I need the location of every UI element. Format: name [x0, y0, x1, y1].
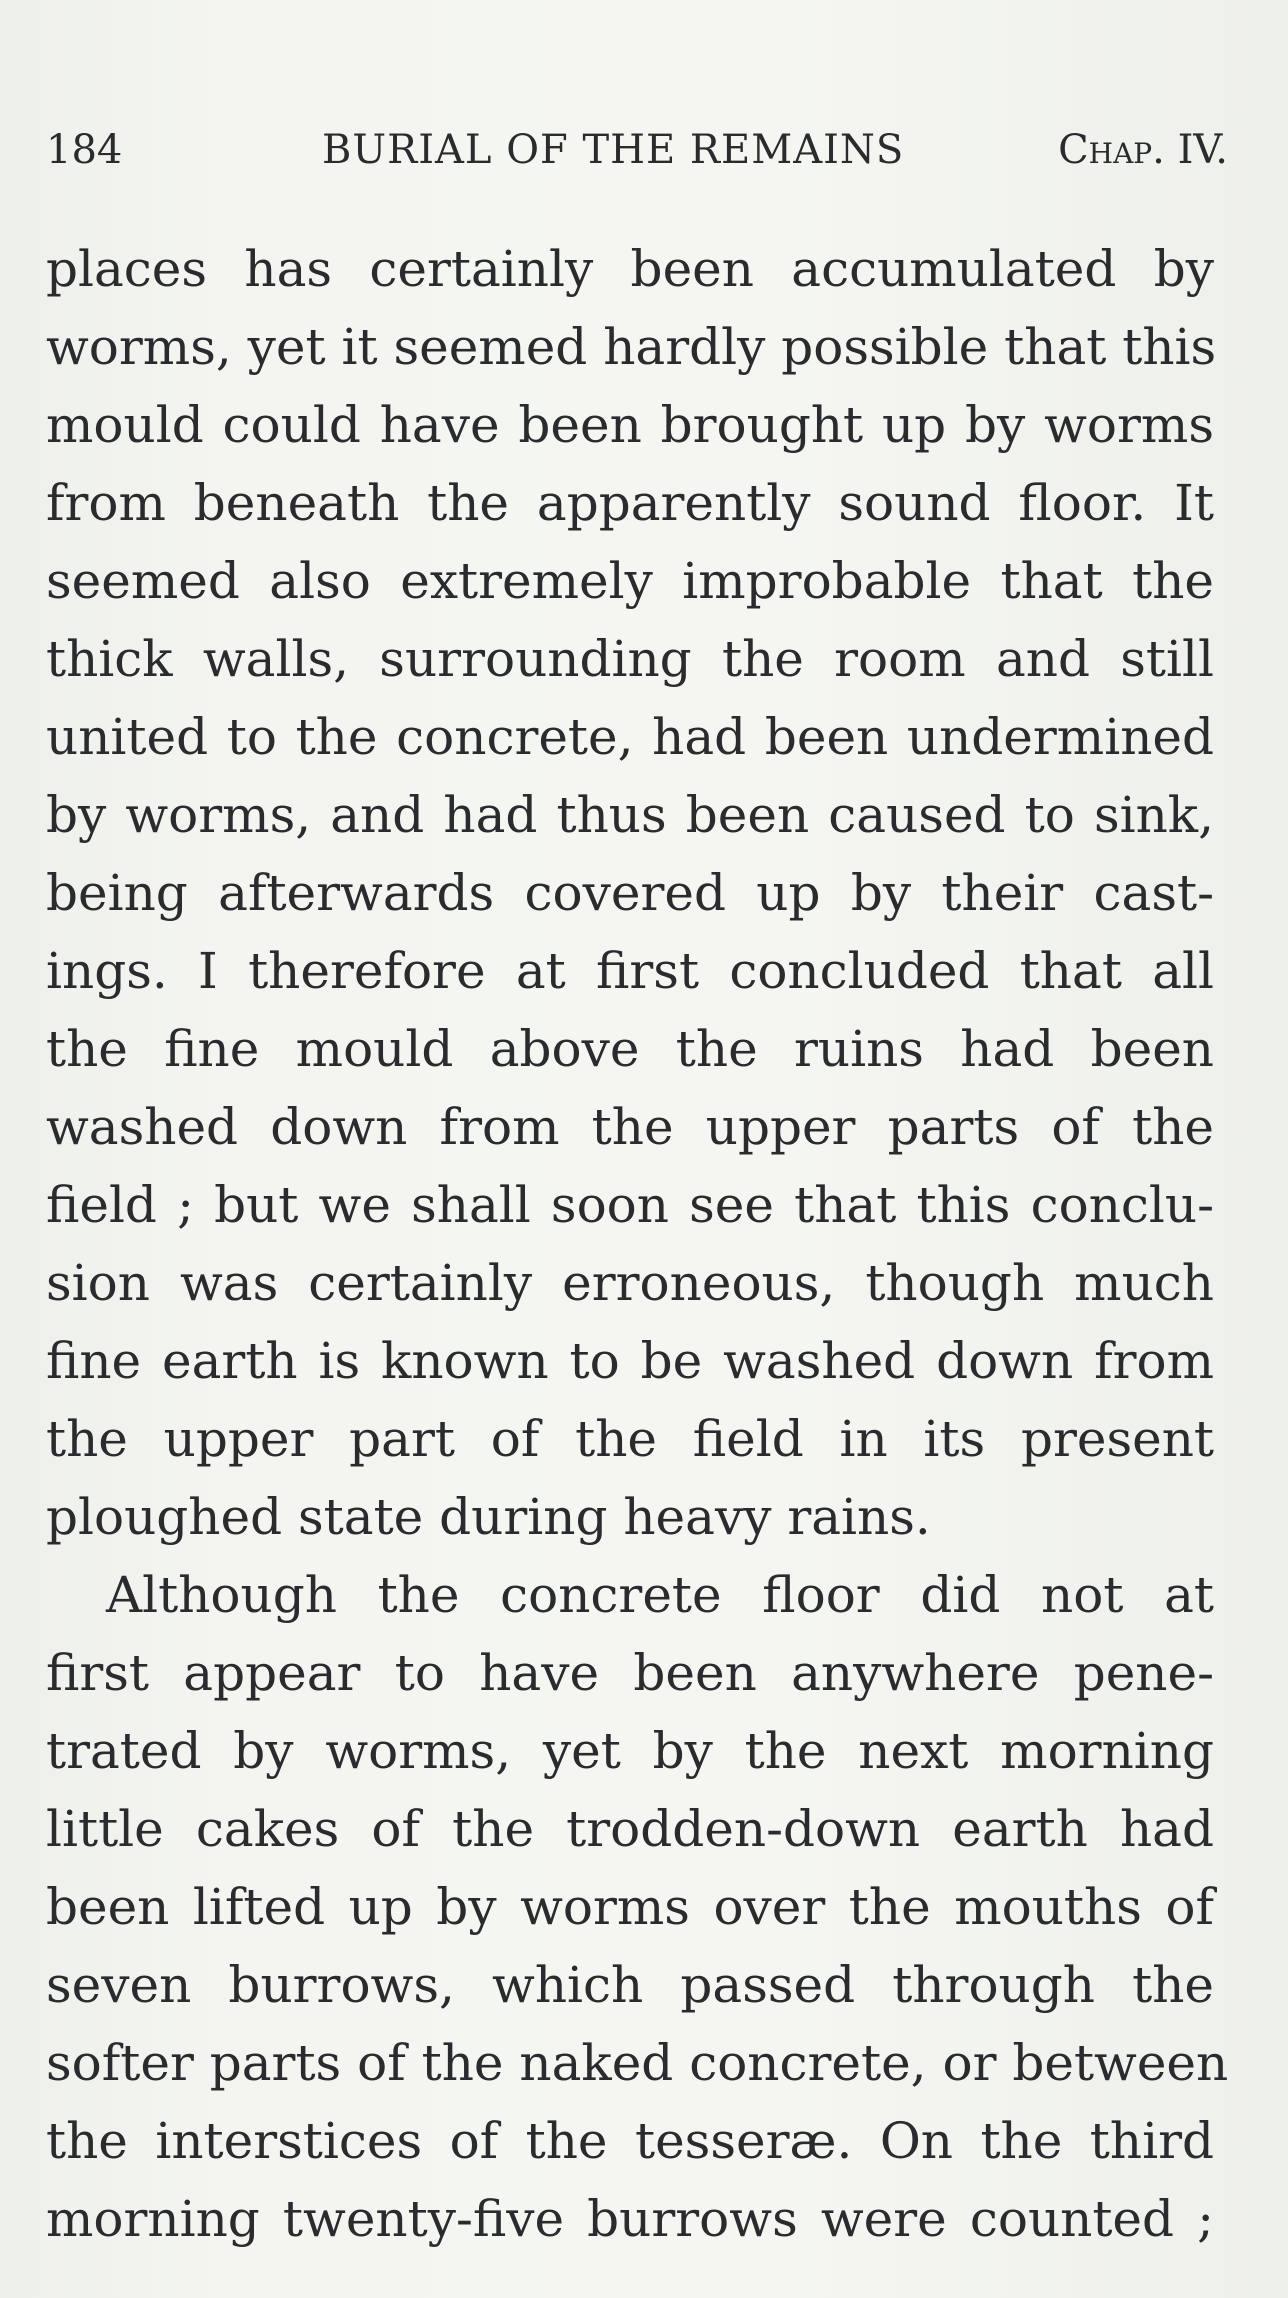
text-line: being afterwards covered up by their cast-	[46, 864, 1214, 922]
chapter-label: Chap. IV.	[1058, 127, 1228, 173]
text-line: morning twenty-five burrows were counted ;	[46, 2190, 1214, 2248]
text-line: little cakes of the trodden-down earth had	[46, 1800, 1214, 1858]
text-line: softer parts of the naked concrete, or between	[46, 2034, 1229, 2092]
text-line: from beneath the apparently sound floor. It	[46, 474, 1214, 532]
text-line: thick walls, surrounding the room and still	[46, 630, 1214, 688]
text-line: seven burrows, which passed through the	[46, 1956, 1214, 2014]
text-line: first appear to have been anywhere pene-	[46, 1644, 1214, 1702]
text-line: the interstices of the tesseræ. On the third	[46, 2112, 1214, 2170]
text-line: ploughed state during heavy rains.	[46, 1488, 931, 1546]
text-line: been lifted up by worms over the mouths of	[46, 1878, 1214, 1936]
text-line: ings. I therefore at first concluded that all	[46, 942, 1214, 1000]
text-line: places has certainly been accumulated by	[46, 240, 1214, 298]
text-line: the fine mould above the ruins had been	[46, 1020, 1214, 1078]
running-head	[46, 120, 1228, 180]
text-line: seemed also extremely improbable that the	[46, 552, 1214, 610]
text-line: worms, yet it seemed hardly possible that this	[46, 318, 1217, 376]
text-line: fine earth is known to be washed down from	[46, 1332, 1214, 1390]
text-line: field ; but we shall soon see that this conclu-	[46, 1176, 1214, 1234]
text-line: by worms, and had thus been caused to sink,	[46, 786, 1214, 844]
running-head-title: BURIAL OF THE REMAINS	[322, 127, 905, 173]
page-number: 184	[46, 127, 123, 173]
text-line: trated by worms, yet by the next morning	[46, 1722, 1214, 1780]
text-line: united to the concrete, had been undermined	[46, 708, 1214, 766]
text-line: washed down from the upper parts of the	[46, 1098, 1214, 1156]
text-line: mould could have been brought up by worms	[46, 396, 1214, 454]
text-line: the upper part of the field in its present	[46, 1410, 1214, 1468]
text-line: Although the concrete floor did not at	[106, 1566, 1214, 1624]
text-line: sion was certainly erroneous, though much	[46, 1254, 1214, 1312]
body-text	[46, 230, 1229, 2258]
